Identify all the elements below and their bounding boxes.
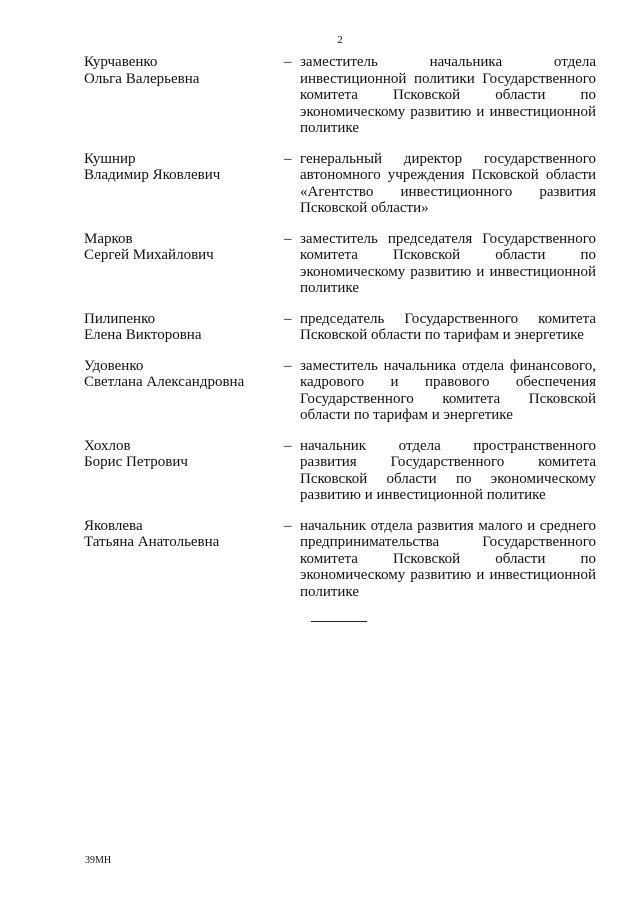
person-role: начальник отдела пространственного развития Государственного комитета Псковской области по экономическому развитию и инвестиционной политике [300,437,596,503]
person-surname: Курчавенко [84,54,158,70]
roster-entry [84,518,596,601]
person-name [84,358,284,391]
person-surname: Яковлева [84,517,143,534]
roster-entry [84,151,596,217]
person-role: заместитель начальника отдела финансового, кадрового и правового обеспечения Государственного комитета Псковской области по тарифам и энергетике [300,357,596,423]
person-role: заместитель начальника отдела инвестиционной политики Государственного комитета Псковской области по экономическому развитию и инвестиционной политике [300,54,596,136]
person-name [84,438,284,471]
person-surname: Марков [84,230,133,247]
dash-separator: – [284,310,292,327]
person-role: генеральный директор государственного автономного учреждения Псковской области «Агентство инвестиционного развития Псковской области» [300,150,596,216]
closing-rule [311,621,367,622]
document-code: 39МН [85,855,112,866]
person-given-names: Елена Викторовна [84,327,202,343]
person-name [84,54,284,87]
roster-entry [84,311,596,344]
person-name [84,151,284,184]
dash-separator: – [284,230,292,247]
dash-separator: – [284,517,292,534]
roster-entry [84,438,596,504]
dash-separator: – [284,54,292,70]
person-given-names: Сергей Михайлович [84,247,214,263]
roster-entry [84,358,596,424]
page-number: 2 [337,34,343,46]
person-given-names: Татьяна Анатольевна [84,534,220,550]
person-name [84,231,284,264]
person-role: председатель Государственного комитета Псковской области по тарифам и энергетике [300,310,596,343]
dash-separator: – [284,150,292,167]
person-given-names: Светлана Александровна [84,374,245,390]
person-given-names: Борис Петрович [84,454,188,470]
dash-separator: – [284,357,292,374]
person-given-names: Ольга Валерьевна [84,70,200,87]
person-role: начальник отдела развития малого и среднего предпринимательства Государственного комитета Псковской области по экономическому развитию и инвестиционной политике [300,517,596,600]
roster-entry [84,231,596,297]
member-roster [84,54,596,600]
person-role: заместитель председателя Государственного комитета Псковской области по экономическому развитию и инвестиционной политике [300,230,596,296]
person-given-names: Владимир Яковлевич [84,167,221,183]
person-name [84,518,284,551]
person-surname: Удовенко [84,357,144,374]
person-surname: Хохлов [84,437,131,454]
roster-entry [84,54,596,137]
person-surname: Пилипенко [84,310,156,327]
dash-separator: – [284,437,292,454]
person-name [84,311,284,344]
person-surname: Кушнир [84,150,136,167]
